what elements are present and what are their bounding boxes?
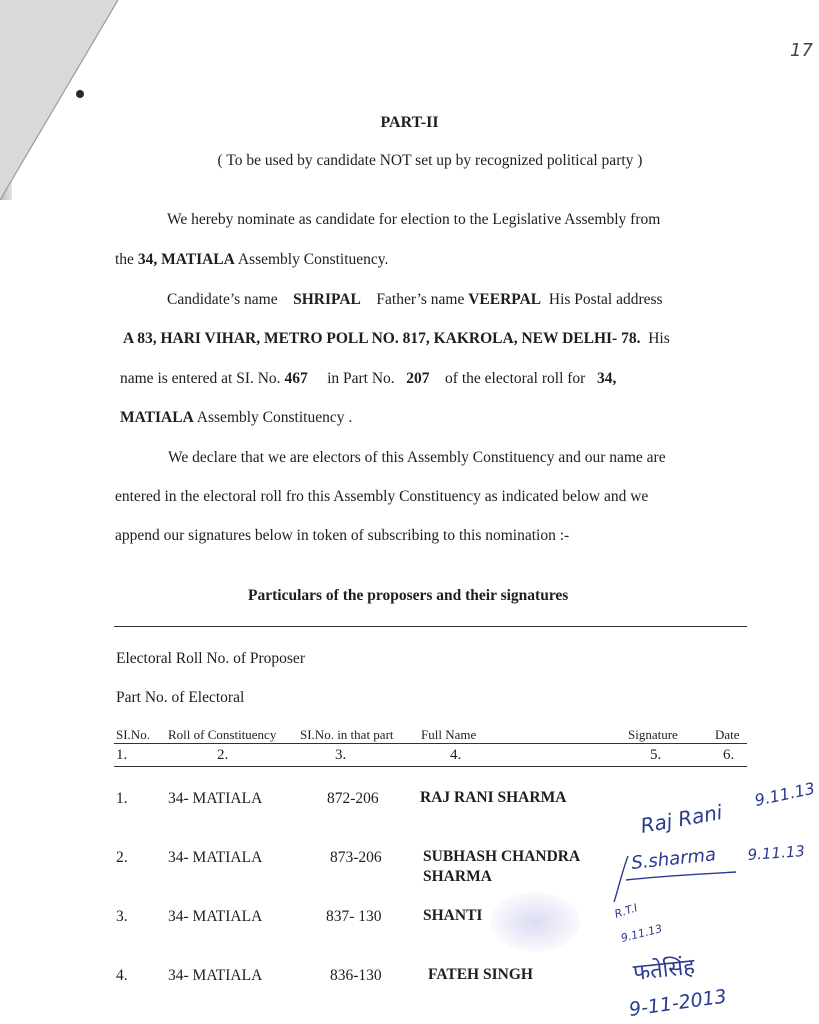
section-heading: Particulars of the proposers and their signatures [248, 587, 569, 604]
page-subtitle: ( To be used by candidate NOT set up by recognized political party ) [217, 152, 643, 169]
row-sl: 3. [116, 908, 128, 925]
date-2: 9.11.13 [747, 842, 806, 864]
header-full-name: Full Name [421, 727, 477, 742]
row-full-name: SHANTI [423, 907, 483, 924]
roll-no-label: Electoral Roll No. of Proposer [116, 650, 305, 667]
row-constituency: 34- MATIALA [168, 908, 263, 925]
row-full-name: SUBHASH CHANDRA SHARMA [423, 848, 580, 885]
signature-3: R.T.I [612, 901, 640, 921]
row-constituency: 34- MATIALA [168, 849, 263, 866]
para3-line2: entered in the electoral roll fro this Assembly Constituency as indicated below and we [115, 488, 649, 505]
postal-address: A 83, HARI VIHAR, METRO POLL NO. 817, KAKROLA, NEW DELHI- 78. [123, 330, 641, 347]
row-constituency: 34- MATIALA [168, 967, 263, 984]
col-number: 6. [723, 747, 735, 763]
col-number: 5. [650, 747, 662, 763]
date-4: 9-11-2013 [627, 985, 729, 1021]
roll-entry-line: name is entered at SI. No. 467 in Part No. 207 of the electoral roll for 34, [120, 370, 617, 387]
signature-4: फतेसिंह [632, 954, 697, 986]
row-full-name: FATEH SINGH [428, 966, 533, 983]
address-line: A 83, HARI VIHAR, METRO POLL NO. 817, KAKROLA, NEW DELHI- 78. His [123, 330, 670, 347]
candidate-name: SHRIPAL [293, 291, 361, 308]
father-name: VEERPAL [468, 291, 542, 308]
signature-2: S.sharma [630, 844, 717, 874]
header-sl: SI.No. [116, 727, 150, 742]
para3-line3: append our signatures below in token of subscribing to this nomination :- [115, 527, 570, 544]
signature-1: Raj Rani [638, 799, 725, 838]
col-number: 2. [217, 747, 229, 763]
row-constituency: 34- MATIALA [168, 790, 263, 807]
row-sl: 1. [116, 790, 128, 807]
row-sl: 4. [116, 967, 128, 984]
col-number: 4. [450, 747, 462, 763]
page-title: PART-II [380, 114, 439, 131]
col-number: 3. [335, 747, 347, 763]
header-signature: Signature [628, 727, 678, 742]
header-constituency: Roll of Constituency [168, 727, 277, 742]
header-date: Date [715, 727, 740, 742]
candidate-line: Candidate’s name SHRIPAL Father’s name VEERPAL His Postal address [167, 291, 663, 308]
row-part-sl: 836-130 [330, 967, 382, 984]
constituency-line: MATIALA Assembly Constituency . [120, 409, 353, 426]
col-number: 1. [116, 747, 128, 763]
serial-number: 467 [284, 370, 308, 387]
date-1: 9.11.13 [752, 778, 817, 810]
row-full-name: RAJ RANI SHARMA [420, 789, 567, 806]
constituency: 34, MATIALA [137, 251, 235, 268]
part-no-label: Part No. of Electoral [116, 689, 245, 706]
para3-line1: We declare that we are electors of this Assembly Constituency and our name are [168, 449, 666, 466]
header-part-sl: SI.No. in that part [300, 727, 394, 742]
row-part-sl: 837- 130 [326, 908, 382, 925]
page-number: 17 [790, 40, 813, 61]
para1-line2: the 34, MATIALA Assembly Constituency. [115, 251, 389, 268]
row-part-sl: 873-206 [330, 849, 382, 866]
date-3: 9.11.13 [619, 922, 664, 945]
row-part-sl: 872-206 [327, 790, 379, 807]
part-number: 207 [406, 370, 430, 387]
para1-line1: We hereby nominate as candidate for election to the Legislative Assembly from [167, 211, 661, 228]
row-sl: 2. [116, 849, 128, 866]
